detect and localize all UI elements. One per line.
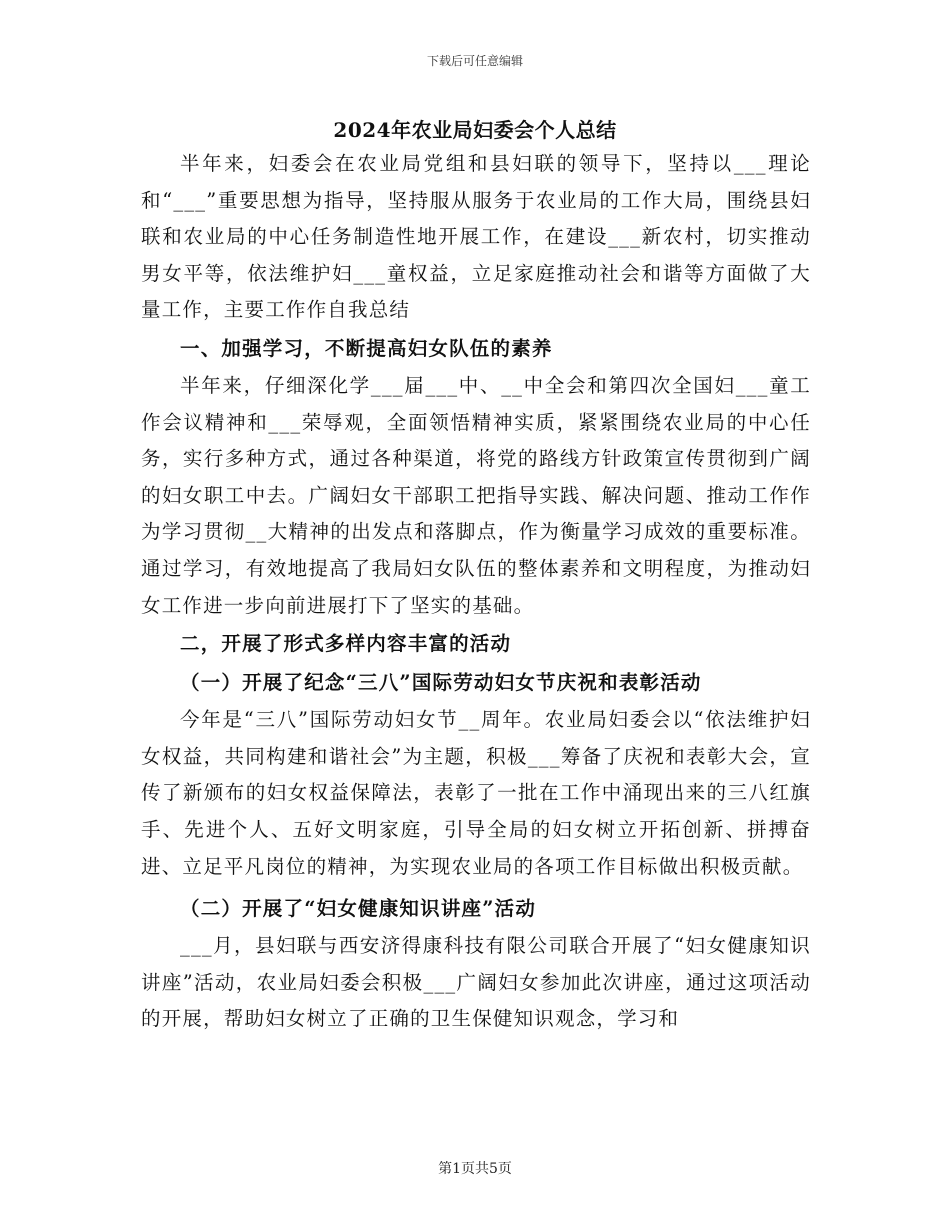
page-footer: 第1页共5页 (438, 1161, 512, 1177)
section-1-paragraph: 半年来，仔细深化学___届___中、__中全会和第四次全国妇___童工作会议精神和___荣辱观，全面领悟精神实质，紧紧围绕农业局的中心任务，实行多种方式，通过各种渠道，将党的路线方针政策宣传贯彻到广阔的妇女职工中去。广阔妇女干部职工把指导实践、解决问题、推动工作作为学习贯彻__大精神的出发点和落脚点，作为衡量学习成效的重要标准。通过学习，有效地提高了我局妇女队伍的整体素养和文明程度，为推动妇女工作进一步向前进展打下了坚实的基础。 (141, 373, 811, 617)
page-title: 2024年农业局妇委会个人总结 (333, 118, 617, 142)
subsection-1-paragraph: 今年是“三八”国际劳动妇女节__周年。农业局妇委会以“依法维护妇女权益，共同构建和谐社会”为主题，积极___筹备了庆祝和表彰大会，宣传了新颁布的妇女权益保障法，表彰了一批在工作中涌现出来的三八红旗手、先进个人、五好文明家庭，引导全局的妇女树立开拓创新、拼搏奋进、立足平凡岗位的精神，为实现农业局的各项工作目标做出积极贡献。 (141, 708, 811, 878)
document-body (141, 146, 811, 1038)
subsection-heading-2: （二）开展了“妇女健康知识讲座”活动 (180, 897, 537, 921)
section-heading-1: 一、加强学习，不断提高妇女队伍的素养 (180, 336, 553, 360)
subsection-heading-1: （一）开展了纪念“三八”国际劳动妇女节庆祝和表彰活动 (180, 671, 702, 695)
section-heading-2: 二，开展了形式多样内容丰富的活动 (180, 632, 512, 656)
subsection-2-paragraph: ___月，县妇联与西安济得康科技有限公司联合开展了“妇女健康知识讲座”活动，农业局妇委会积极___广阔妇女参加此次讲座，通过这项活动的开展，帮助妇女树立了正确的卫生保健知识观念，学习和 (141, 934, 811, 1031)
header-note: 下载后可任意编辑 (426, 54, 523, 68)
intro-paragraph: 半年来，妇委会在农业局党组和县妇联的领导下，坚持以___理论和“___”重要思想为指导，坚持服从服务于农业局的工作大局，围绕县妇联和农业局的中心任务制造性地开展工作，在建设___新农村，切实推动男女平等，依法维护妇___童权益，立足家庭推动社会和谐等方面做了大量工作，主要工作作自我总结 (141, 152, 811, 322)
